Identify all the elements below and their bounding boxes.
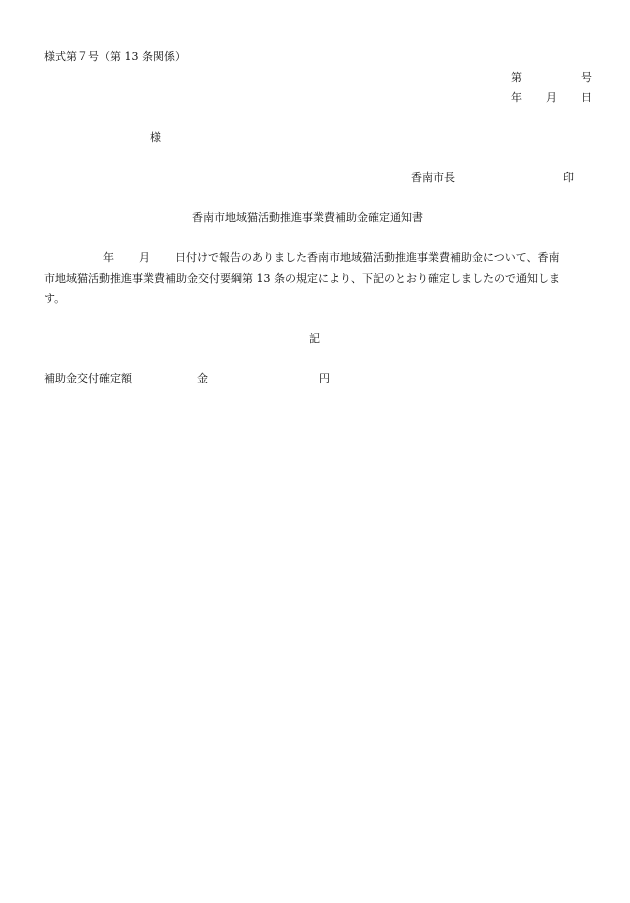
body-month-label: 月 <box>139 251 150 264</box>
date-year-label: 年 <box>511 91 522 104</box>
body-year-label: 年 <box>103 251 114 264</box>
addressee-suffix: 様 <box>150 131 161 144</box>
amount-kin: 金 <box>197 372 208 385</box>
body-line-2: 市地域猫活動推進事業費補助金交付要綱第 13 条の規定により、下記のとおり確定しましたので通知しま <box>44 272 560 285</box>
amount-label: 補助金交付確定額 <box>44 372 132 385</box>
date-month-label: 月 <box>546 91 557 104</box>
seal-mark: 印 <box>563 171 574 184</box>
amount-yen: 円 <box>319 372 330 385</box>
issuer-name: 香南市長 <box>411 171 455 184</box>
form-number: 様式第７号（第 13 条関係） <box>44 50 186 63</box>
body-line-1: 日付けで報告のありました香南市地域猫活動推進事業費補助金について、香南 <box>175 251 560 264</box>
document-number-suffix: 号 <box>581 71 592 84</box>
document-title: 香南市地域猫活動推進事業費補助金確定通知書 <box>192 211 423 224</box>
date-day-label: 日 <box>581 91 592 104</box>
ki-heading: 記 <box>309 332 320 345</box>
body-line-3: す。 <box>44 292 66 305</box>
document-number-prefix: 第 <box>511 71 522 84</box>
